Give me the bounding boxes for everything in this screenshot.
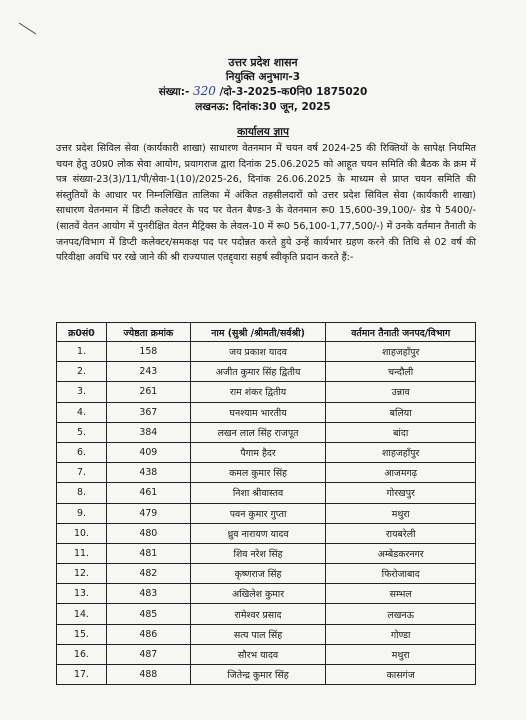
- posting-cell: गोण्डा: [326, 624, 476, 644]
- table-row: [57, 543, 476, 563]
- serial-cell: 2.: [57, 362, 107, 382]
- table-row: [57, 564, 476, 584]
- name-cell: सौरभ यादव: [190, 644, 326, 664]
- serial-cell: 7.: [57, 463, 107, 483]
- name-cell: सत्य पाल सिंह: [190, 624, 326, 644]
- name-cell: कमल कुमार सिंह: [190, 463, 326, 483]
- serial-cell: 9.: [57, 503, 107, 523]
- posting-cell: शाहजहाँपुर: [326, 442, 476, 462]
- posting-cell: बांदा: [326, 422, 476, 442]
- seniority-cell: 367: [106, 402, 190, 422]
- seniority-cell: 438: [106, 463, 190, 483]
- name-cell: निशा श्रीवास्तव: [190, 483, 326, 503]
- serial-cell: 4.: [57, 402, 107, 422]
- serial-cell: 5.: [57, 422, 107, 442]
- pen-stroke-mark: [18, 22, 38, 36]
- posting-cell: मथुरा: [326, 644, 476, 664]
- posting-cell: लखनऊ: [326, 604, 476, 624]
- seniority-cell: 482: [106, 564, 190, 584]
- serial-cell: 17.: [57, 665, 107, 685]
- serial-cell: 1.: [57, 342, 107, 362]
- table-row: [57, 483, 476, 503]
- posting-cell: बलिया: [326, 402, 476, 422]
- serial-cell: 15.: [57, 624, 107, 644]
- seniority-cell: 480: [106, 523, 190, 543]
- posting-cell: उन्नाव: [326, 382, 476, 402]
- header-serial: क्र0सं0: [57, 323, 107, 342]
- serial-cell: 3.: [57, 382, 107, 402]
- name-cell: पवन कुमार गुप्ता: [190, 503, 326, 523]
- office-memo-title: [0, 125, 526, 139]
- header-name: नाम (सुश्री /श्रीमती/सर्वश्री): [190, 323, 326, 342]
- table-row: [57, 665, 476, 685]
- table-row: [57, 362, 476, 382]
- issue-date: लखनऊ: दिनांक:30 जून, 2025: [195, 101, 331, 113]
- seniority-cell: 243: [106, 362, 190, 382]
- table-row: [57, 523, 476, 543]
- posting-cell: रायबरेली: [326, 523, 476, 543]
- seniority-cell: 158: [106, 342, 190, 362]
- seniority-cell: 479: [106, 503, 190, 523]
- posting-cell: चन्दौली: [326, 362, 476, 382]
- serial-cell: 11.: [57, 543, 107, 563]
- name-cell: ध्रुव नारायण यादव: [190, 523, 326, 543]
- posting-cell: गोरखपुर: [326, 483, 476, 503]
- seniority-cell: 487: [106, 644, 190, 664]
- seniority-cell: 384: [106, 422, 190, 442]
- serial-cell: 13.: [57, 584, 107, 604]
- header-posting: वर्तमान तैनाती जनपद/विभाग: [326, 323, 476, 342]
- posting-cell: सम्भल: [326, 584, 476, 604]
- table-row: [57, 382, 476, 402]
- table-row: [57, 503, 476, 523]
- table-header-row: [57, 323, 476, 342]
- name-cell: अखिलेश कुमार: [190, 584, 326, 604]
- table-row: [57, 442, 476, 462]
- officers-table: [56, 322, 476, 685]
- reference-number: [0, 84, 526, 100]
- serial-cell: 14.: [57, 604, 107, 624]
- name-cell: शिव नरेश सिंह: [190, 543, 326, 563]
- posting-cell: फिरोजाबाद: [326, 564, 476, 584]
- table-body: [57, 342, 476, 685]
- posting-cell: मथुरा: [326, 503, 476, 523]
- handwritten-number: 320: [192, 84, 216, 98]
- document-header: [0, 56, 526, 115]
- serial-cell: 8.: [57, 483, 107, 503]
- posting-cell: अम्बेडकरनगर: [326, 543, 476, 563]
- seniority-cell: 409: [106, 442, 190, 462]
- seniority-cell: 485: [106, 604, 190, 624]
- table-row: [57, 584, 476, 604]
- posting-cell: कासगंज: [326, 665, 476, 685]
- table-row: [57, 463, 476, 483]
- serial-cell: 16.: [57, 644, 107, 664]
- body-paragraph: उत्तर प्रदेश सिविल सेवा (कार्यकारी शाखा) साधारण वेतनमान में चयन वर्ष 2024-25 की रिक्तियों के सापेक्ष नियमित चयन हेतु उ0प्र0 लोक सेवा आयोग, प्रयागराज द्वारा दिनांक 25.06.2025 को आहूत चयन समिति की बैठक के क्रम में पत्र संख्या-23(3)/11/पी/सेवा-1(10)/2025-26, दिनांक 26.06.2025 के माध्यम से प्राप्त चयन समिति की संस्तुतियों के आधार पर निम्नलिखित तालिका में अंकित तहसीलदारों को उत्तर प्रदेश सिविल सेवा (कार्यकारी शाखा) साधारण वेतनमान में डिप्टी कलेक्टर के पद पर वेतन बैण्ड-3 के वेतनमान रू0 15,600-39,100/- ग्रेड पे 5400/- (सातवें वेतन आयोग में पुनरीक्षित वेतन मैट्रिक्स के लेवल-10 में रू0 56,100-1,77,500/-) में उनके वर्तमान तैनाती के जनपद/विभाग में डिप्टी कलेक्टर/समकक्ष पद पर पदोन्नत करते हुये उन्हें कार्यभार ग्रहण करने की तिथि से 02 वर्ष की परिवीक्षा अवधि पर रखे जाने की श्री राज्यपाल एतद्द्वारा सहर्ष स्वीकृति प्रदान करते हैं:-: [56, 143, 476, 264]
- reference-prefix: संख्या:-: [158, 86, 190, 98]
- name-cell: रामेश्वर प्रसाद: [190, 604, 326, 624]
- table-row: [57, 402, 476, 422]
- department-name: नियुक्ति अनुभाग-3: [225, 71, 301, 83]
- seniority-cell: 261: [106, 382, 190, 402]
- header-seniority: ज्येष्ठता क्रमांक: [106, 323, 190, 342]
- serial-cell: 12.: [57, 564, 107, 584]
- table-row: [57, 624, 476, 644]
- table-row: [57, 644, 476, 664]
- government-name: उत्तर प्रदेश शासन: [228, 56, 298, 69]
- office-memo-title-text: कार्यालय ज्ञाप: [237, 126, 289, 138]
- name-cell: कृष्णराज सिंह: [190, 564, 326, 584]
- seniority-cell: 486: [106, 624, 190, 644]
- name-cell: घनश्याम भारतीय: [190, 402, 326, 422]
- seniority-cell: 488: [106, 665, 190, 685]
- table-row: [57, 604, 476, 624]
- reference-rest: /दो-3-2025-क0नि0 1875020: [219, 86, 368, 98]
- posting-cell: शाहजहाँपुर: [326, 342, 476, 362]
- name-cell: जय प्रकाश यादव: [190, 342, 326, 362]
- name-cell: राम शंकर द्वितीय: [190, 382, 326, 402]
- serial-cell: 6.: [57, 442, 107, 462]
- name-cell: पैगाम हैदर: [190, 442, 326, 462]
- seniority-cell: 483: [106, 584, 190, 604]
- table-row: [57, 342, 476, 362]
- serial-cell: 10.: [57, 523, 107, 543]
- name-cell: जितेन्द्र कुमार सिंह: [190, 665, 326, 685]
- name-cell: अजीत कुमार सिंह द्वितीय: [190, 362, 326, 382]
- seniority-cell: 481: [106, 543, 190, 563]
- table-row: [57, 422, 476, 442]
- posting-cell: आजमगढ़: [326, 463, 476, 483]
- seniority-cell: 461: [106, 483, 190, 503]
- name-cell: लखन लाल सिंह राजपूत: [190, 422, 326, 442]
